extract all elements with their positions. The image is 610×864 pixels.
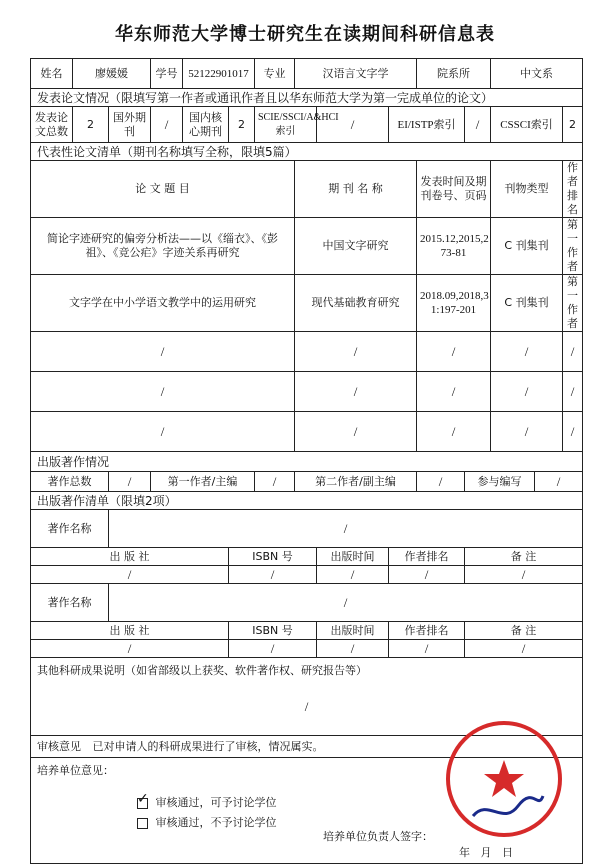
check-mark-icon: ✓ (137, 790, 149, 807)
paper-type: / (491, 372, 563, 412)
seal-stamp (443, 718, 565, 840)
work-note: / (465, 566, 583, 584)
id-value: 52122901017 (183, 59, 255, 89)
signature-label: 培养单位负责人签字： (323, 830, 433, 843)
works-first-value: / (255, 472, 295, 492)
major-label: 专业 (255, 59, 295, 89)
form-title: 华东师范大学博士研究生在读期间科研信息表 (115, 24, 495, 45)
ei-value: / (465, 107, 491, 143)
col-note: 备 注 (465, 548, 583, 566)
col-work-rank: 作者排名 (389, 548, 465, 566)
table-row (31, 332, 583, 372)
total-papers-value: 2 (73, 107, 109, 143)
works-list-heading: 出版著作清单（限填2项） (31, 492, 583, 510)
work-detail-row (31, 640, 583, 658)
major-value: 汉语言文字学 (295, 59, 417, 89)
work-publisher: / (31, 566, 229, 584)
work-name-label: 著作名称 (31, 510, 109, 548)
col-date: 发表时间及期刊卷号、页码 (417, 161, 491, 218)
col-pub-date: 出版时间 (317, 548, 389, 566)
col-title: 论 文 题 目 (31, 161, 295, 218)
core-label: 国内核心期刊 (183, 107, 229, 143)
works-second-label: 第二作者/副主编 (295, 472, 417, 492)
works-total-label: 著作总数 (31, 472, 109, 492)
table-row (31, 412, 583, 452)
paper-rank: / (563, 412, 583, 452)
foreign-label: 国外期刊 (109, 107, 151, 143)
sci-label: SCIE/SSCI/A&HCI索引 (255, 107, 317, 143)
review-label: 审核意见 (37, 739, 81, 753)
work-cols-row (31, 622, 583, 640)
work-date: / (317, 640, 389, 658)
col-rank: 作者排名 (563, 161, 583, 218)
name-label: 姓名 (31, 59, 73, 89)
foreign-value: / (151, 107, 183, 143)
col-publisher: 出 版 社 (31, 548, 229, 566)
cssci-label: CSSCI索引 (491, 107, 563, 143)
table-row (31, 372, 583, 412)
paper-date: 2018.09,2018,3 1:197-201 (417, 275, 491, 332)
dept-value: 中文系 (491, 59, 583, 89)
review-text: 已对申请人的科研成果进行了审核，情况属实。 (92, 739, 324, 753)
works-heading: 出版著作情况 (31, 452, 583, 472)
work-name-row (31, 510, 583, 548)
option-reject-label: 审核通过，不予讨论学位 (155, 816, 277, 829)
paper-title: 简论字迹研究的偏旁分析法——以《缁衣》、《彭祖》、《竞公疟》字迹关系再研究 (31, 218, 295, 275)
works-join-label: 参与编写 (465, 472, 535, 492)
work-isbn: / (229, 640, 317, 658)
paper-date: / (417, 332, 491, 372)
col-isbn: ISBN 号 (229, 622, 317, 640)
papers-heading: 发表论文情况（限填写第一作者或通讯作者且以华东师范大学为第一完成单位的论文） (31, 89, 583, 107)
option-approve-label: 审核通过，可予讨论学位 (155, 796, 277, 809)
sci-value: / (317, 107, 389, 143)
work-name-label: 著作名称 (31, 584, 109, 622)
paper-rank: 第一作者 (563, 218, 583, 275)
paper-type: C 刊集刊 (491, 218, 563, 275)
other-heading: 其他科研成果说明（如省部级以上获奖、软件著作权、研究报告等） (37, 664, 367, 677)
student-row (31, 59, 583, 89)
table-row (31, 275, 583, 332)
table-row (31, 218, 583, 275)
paper-rank: / (563, 332, 583, 372)
col-type: 刊物类型 (491, 161, 563, 218)
col-work-rank: 作者排名 (389, 622, 465, 640)
unit-opinion-label: 培养单位意见： (37, 764, 114, 777)
works-first-label: 第一作者/主编 (151, 472, 255, 492)
paper-date: 2015.12,2015,2 73-81 (417, 218, 491, 275)
works-second-value: / (417, 472, 465, 492)
paper-title: / (31, 372, 295, 412)
work-name-value: / (109, 510, 583, 548)
col-pub-date: 出版时间 (317, 622, 389, 640)
paper-title: 文字学在中小学语文教学中的运用研究 (31, 275, 295, 332)
paper-title: / (31, 412, 295, 452)
work-cols-row (31, 548, 583, 566)
col-publisher: 出 版 社 (31, 622, 229, 640)
dept-label: 院系所 (417, 59, 491, 89)
work-publisher: / (31, 640, 229, 658)
col-isbn: ISBN 号 (229, 548, 317, 566)
paper-date: / (417, 372, 491, 412)
paper-date: / (417, 412, 491, 452)
paper-title: / (31, 332, 295, 372)
date-label: 年 月 日 (459, 846, 513, 859)
work-rank: / (389, 566, 465, 584)
paper-journal: / (295, 372, 417, 412)
works-join-value: / (535, 472, 583, 492)
checkbox-approve[interactable] (137, 790, 149, 809)
paper-journal: / (295, 412, 417, 452)
works-count-row (31, 472, 583, 492)
paper-type: / (491, 332, 563, 372)
col-journal: 期 刊 名 称 (295, 161, 417, 218)
other-value: / (304, 699, 309, 714)
work-note: / (465, 640, 583, 658)
core-value: 2 (229, 107, 255, 143)
paper-journal: 现代基础教育研究 (295, 275, 417, 332)
works-total-value: / (109, 472, 151, 492)
work-date: / (317, 566, 389, 584)
col-note: 备 注 (465, 622, 583, 640)
rep-papers-header (31, 161, 583, 218)
id-label: 学号 (151, 59, 183, 89)
work-isbn: / (229, 566, 317, 584)
work-name-value: / (109, 584, 583, 622)
paper-journal: 中国文字研究 (295, 218, 417, 275)
name-value: 廖媛媛 (73, 59, 151, 89)
cssci-value: 2 (563, 107, 583, 143)
papers-count-row (31, 107, 583, 143)
checkbox-reject[interactable] (137, 818, 148, 829)
paper-type: / (491, 412, 563, 452)
work-rank: / (389, 640, 465, 658)
rep-papers-heading: 代表性论文清单（期刊名称填写全称，限填5篇） (31, 143, 583, 161)
work-name-row (31, 584, 583, 622)
signature-scribble (473, 796, 543, 816)
paper-type: C 刊集刊 (491, 275, 563, 332)
total-papers-label: 发表论文总数 (31, 107, 73, 143)
ei-label: EI/ISTP索引 (389, 107, 465, 143)
paper-rank: 第一作者 (563, 275, 583, 332)
paper-journal: / (295, 332, 417, 372)
paper-rank: / (563, 372, 583, 412)
work-detail-row (31, 566, 583, 584)
